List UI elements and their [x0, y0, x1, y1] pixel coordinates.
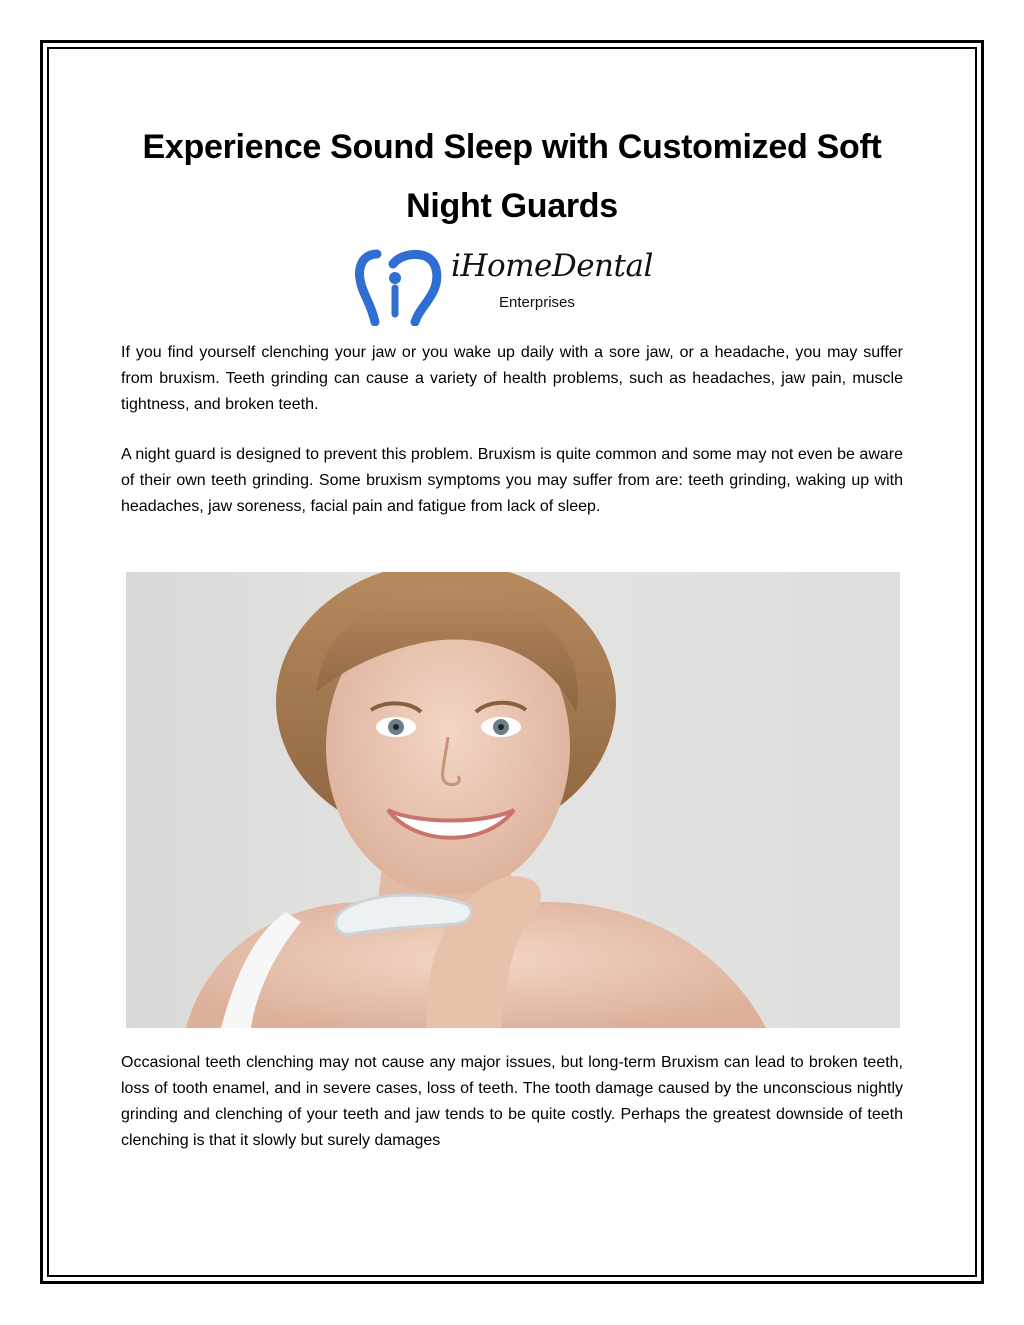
- paragraph-1: If you find yourself clenching your jaw or you wake up daily with a sore jaw, or a headache, you may suffer from bruxism. Teeth grinding can cause a variety of health problems, such as headaches, jaw pain, muscle tightness, and broken teeth.: [121, 344, 903, 413]
- photo-illustration: [126, 572, 900, 1028]
- logo-name: iHomeDental: [451, 248, 653, 284]
- logo-subtitle: Enterprises: [499, 294, 575, 311]
- paragraph-3: Occasional teeth clenching may not cause any major issues, but long-term Bruxism can lead to broken teeth, loss of tooth enamel, and in severe cases, loss of teeth. The tooth damage caused by the unconscious nightly grinding and clenching of your teeth and jaw tends to be quite costly. Perhaps the greatest downside of teeth clenching is that it slowly but surely damages: [121, 1054, 903, 1149]
- paragraph-2: A night guard is designed to prevent this problem. Bruxism is quite common and some may not even be aware of their own teeth grinding. Some bruxism symptoms you may suffer from are: teeth grinding, waking up with headaches, jaw soreness, facial pain and fatigue from lack of sleep.: [121, 446, 903, 515]
- woman-holding-night-guard-photo: [126, 572, 900, 1028]
- document-title: Experience Sound Sleep with Customized Soft Night Guards: [142, 128, 882, 225]
- company-logo: [355, 248, 655, 326]
- tooth-logo-icon: [355, 248, 445, 326]
